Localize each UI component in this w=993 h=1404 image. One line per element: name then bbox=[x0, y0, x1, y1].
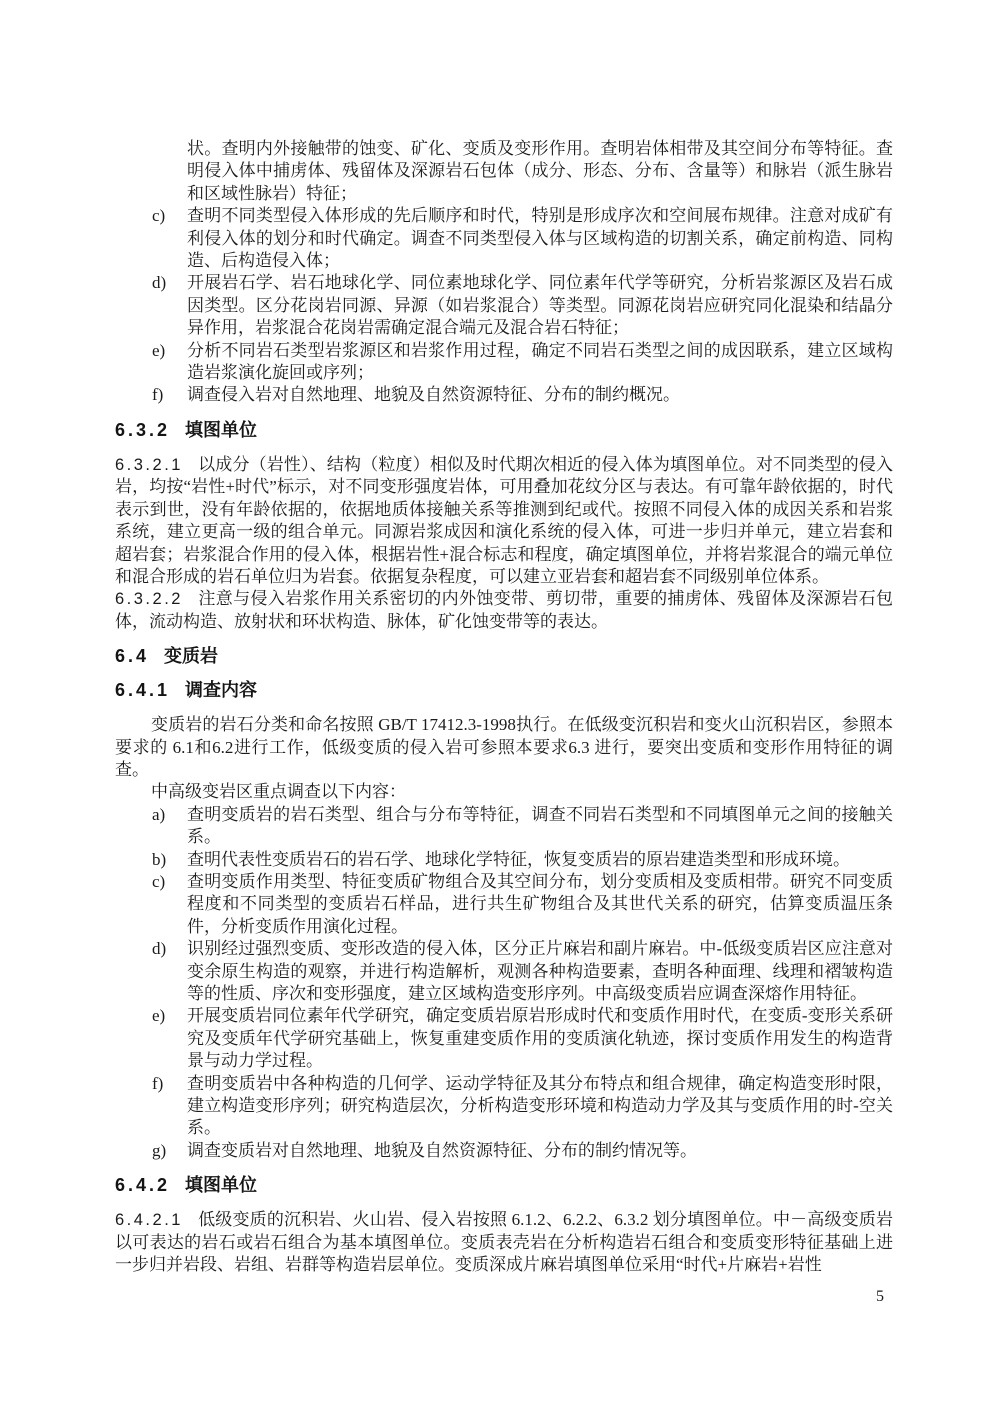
section-heading-6-3-2 bbox=[115, 420, 893, 441]
list-item-text: 识别经过强烈变质、变形改造的侵入体，区分正片麻岩和副片麻岩。中-低级变质岩区应注意对变余原生构造的观察，并进行构造解析，观测各种构造要素，查明各种面理、线理和褶皱构造等的性质、序次和变形强度，建立区域构造变形序列。中高级变质岩应调查深熔作用特征。 bbox=[187, 939, 893, 1003]
clause-6-3-2-2 bbox=[115, 588, 893, 633]
list-item-marker: c) bbox=[152, 206, 166, 226]
list-item-marker: d) bbox=[152, 939, 167, 959]
heading-title: 变质岩 bbox=[164, 646, 219, 667]
heading-title: 填图单位 bbox=[185, 1175, 258, 1196]
heading-number: 6.4.2 bbox=[115, 1175, 171, 1196]
clause-text: 低级变质的沉积岩、火山岩、侵入岩按照 6.1.2、6.2.2、6.3.2 划分填图单位。中－高级变质岩以可表达的岩石或岩石组合为基本填图单位。变质表壳岩在分析构造岩石组合和变质变形特征基础上进一步归并岩段、岩组、岩群等构造岩层单位。变质深成片麻岩填图单位采用“时代+片麻岩+岩性 bbox=[115, 1210, 893, 1275]
list-item-text: 查明变质作用类型、特征变质矿物组合及其空间分布，划分变质相及变质相带。研究不同变质程度和不同类型的变质岩石样品，进行共生矿物组合及其世代关系的研究，估算变质温压条件，分析变质作用演化过程。 bbox=[187, 871, 893, 936]
list-item-text: 开展岩石学、岩石地球化学、同位素地球化学、同位素年代学等研究，分析岩浆源区及岩石成因类型。区分花岗岩同源、异源（如岩浆混合）等类型。同源花岗岩应研究同化混染和结晶分异作用，岩浆混合花岗岩需确定混合端元及混合岩石特征； bbox=[187, 273, 893, 338]
paragraph-6-4-1-intro: 变质岩的岩石分类和命名按照 GB/T 17412.3-1998执行。在低级变沉积岩和变火山沉积岩区，参照本要求的 6.1和6.2进行工作，低级变质的侵入岩可参照本要求6.3 进行，要突出变质和变形作用特征的调查。 bbox=[115, 715, 893, 779]
list-item-marker: b) bbox=[152, 849, 167, 869]
clause-number: 6.3.2.2 bbox=[115, 590, 183, 609]
list-item-marker: f) bbox=[152, 1073, 164, 1093]
list-item-marker: c) bbox=[152, 871, 166, 891]
clause-number: 6.4.2.1 bbox=[115, 1211, 183, 1230]
list-item-text: 开展变质岩同位素年代学研究，确定变质岩原岩形成时代和变质作用时代，在变质-变形关系研究及变质年代学研究基础上，恢复重建变质作用的变质演化轨迹，探讨变质作用发生的构造背景与动力学过程。 bbox=[187, 1006, 893, 1071]
list-item-marker: d) bbox=[152, 273, 167, 293]
clause-text: 注意与侵入岩浆作用关系密切的内外蚀变带、剪切带，重要的捕虏体、残留体及深源岩石包体，流动构造、放射状和环状构造、脉体，矿化蚀变带等的表达。 bbox=[115, 589, 893, 631]
section-heading-6-4-1 bbox=[115, 680, 893, 701]
list-item-text: 查明不同类型侵入体形成的先后顺序和时代，特别是形成序次和空间展布规律。注意对成矿有利侵入体的划分和时代确定。调查不同类型侵入体与区域构造的切割关系，确定前构造、同构造、后构造侵入体； bbox=[187, 206, 893, 271]
list-item-e bbox=[115, 340, 893, 385]
heading-title: 填图单位 bbox=[185, 419, 258, 440]
list-item-g bbox=[115, 1140, 893, 1162]
clause-number: 6.3.2.1 bbox=[115, 455, 183, 474]
list-item-b bbox=[115, 849, 893, 871]
list-item-f2 bbox=[115, 1073, 893, 1140]
list-item-a bbox=[115, 804, 893, 849]
list-item-c bbox=[115, 205, 893, 272]
list-item-d bbox=[115, 272, 893, 339]
list-item-marker: a) bbox=[152, 804, 166, 824]
page-content bbox=[115, 138, 893, 1276]
list-item-c2 bbox=[115, 871, 893, 938]
list-item-d2 bbox=[115, 938, 893, 1005]
heading-number: 6.4 bbox=[115, 646, 150, 667]
page-number: 5 bbox=[876, 1288, 884, 1305]
list-item-text: 查明代表性变质岩石的岩石学、地球化学特征，恢复变质岩的原岩建造类型和形成环境。 bbox=[187, 849, 850, 869]
section-heading-6-4-2 bbox=[115, 1175, 893, 1196]
clause-6-4-2-1 bbox=[115, 1209, 893, 1276]
heading-number: 6.4.1 bbox=[115, 680, 171, 701]
list-item-text: 分析不同岩石类型岩浆源区和岩浆作用过程，确定不同岩石类型之间的成因联系，建立区域构造岩浆演化旋回或序列； bbox=[187, 340, 893, 383]
list-item-text: 调查侵入岩对自然地理、地貌及自然资源特征、分布的制约概况。 bbox=[187, 385, 680, 405]
clause-text: 以成分（岩性）、结构（粒度）相似及时代期次相近的侵入体为填图单位。对不同类型的侵入岩，均按“岩性+时代”标示，对不同变形强度岩体，可用叠加花纹分区与表达。有可靠年龄依据的，时代表示到世，没有年龄依据的，依据地质体接触关系等推测到纪或代。按照不同侵入体的成因关系和岩浆系统，建立更高一级的组合单元。同源岩浆成因和演化系统的侵入体，可进一步归并单元，建立岩套和超岩套；岩浆混合作用的侵入体，根据岩性+混合标志和程度，确定填图单位，并将岩浆混合的端元单位和混合形成的岩石单位归为岩套。依据复杂程度，可以建立亚岩套和超岩套不同级别单位体系。 bbox=[115, 454, 893, 586]
list-item-e2 bbox=[115, 1005, 893, 1072]
list-item-marker: f) bbox=[152, 385, 164, 405]
list-item-text: 查明变质岩中各种构造的几何学、运动学特征及其分布特点和组合规律，确定构造变形时限，建立构造变形序列；研究构造层次，分析构造变形环境和构造动力学及其与变质作用的时-空关系。 bbox=[187, 1073, 893, 1138]
list-item-marker: g) bbox=[152, 1140, 167, 1160]
heading-number: 6.3.2 bbox=[115, 419, 171, 440]
paragraph-6-4-1-lead: 中高级变岩区重点调查以下内容： bbox=[151, 782, 406, 802]
list-item-text: 查明变质岩的岩石类型、组合与分布等特征，调查不同岩石类型和不同填图单元之间的接触关系。 bbox=[187, 804, 893, 847]
clause-6-3-2-1 bbox=[115, 454, 893, 588]
section-heading-6-4 bbox=[115, 646, 893, 667]
list-item-text: 调查变质岩对自然地理、地貌及自然资源特征、分布的制约情况等。 bbox=[187, 1140, 697, 1160]
heading-title: 调查内容 bbox=[185, 680, 258, 701]
list-item-f bbox=[115, 384, 893, 406]
list-item-marker: e) bbox=[152, 1006, 166, 1026]
list-item-marker: e) bbox=[152, 340, 166, 360]
list-continuation-b: 状。查明内外接触带的蚀变、矿化、变质及变形作用。查明岩体相带及其空间分布等特征。查明侵入体中捕虏体、残留体及深源岩石包体（成分、形态、分布、含量等）和脉岩（派生脉岩和区域性脉岩）特征； bbox=[187, 139, 893, 203]
